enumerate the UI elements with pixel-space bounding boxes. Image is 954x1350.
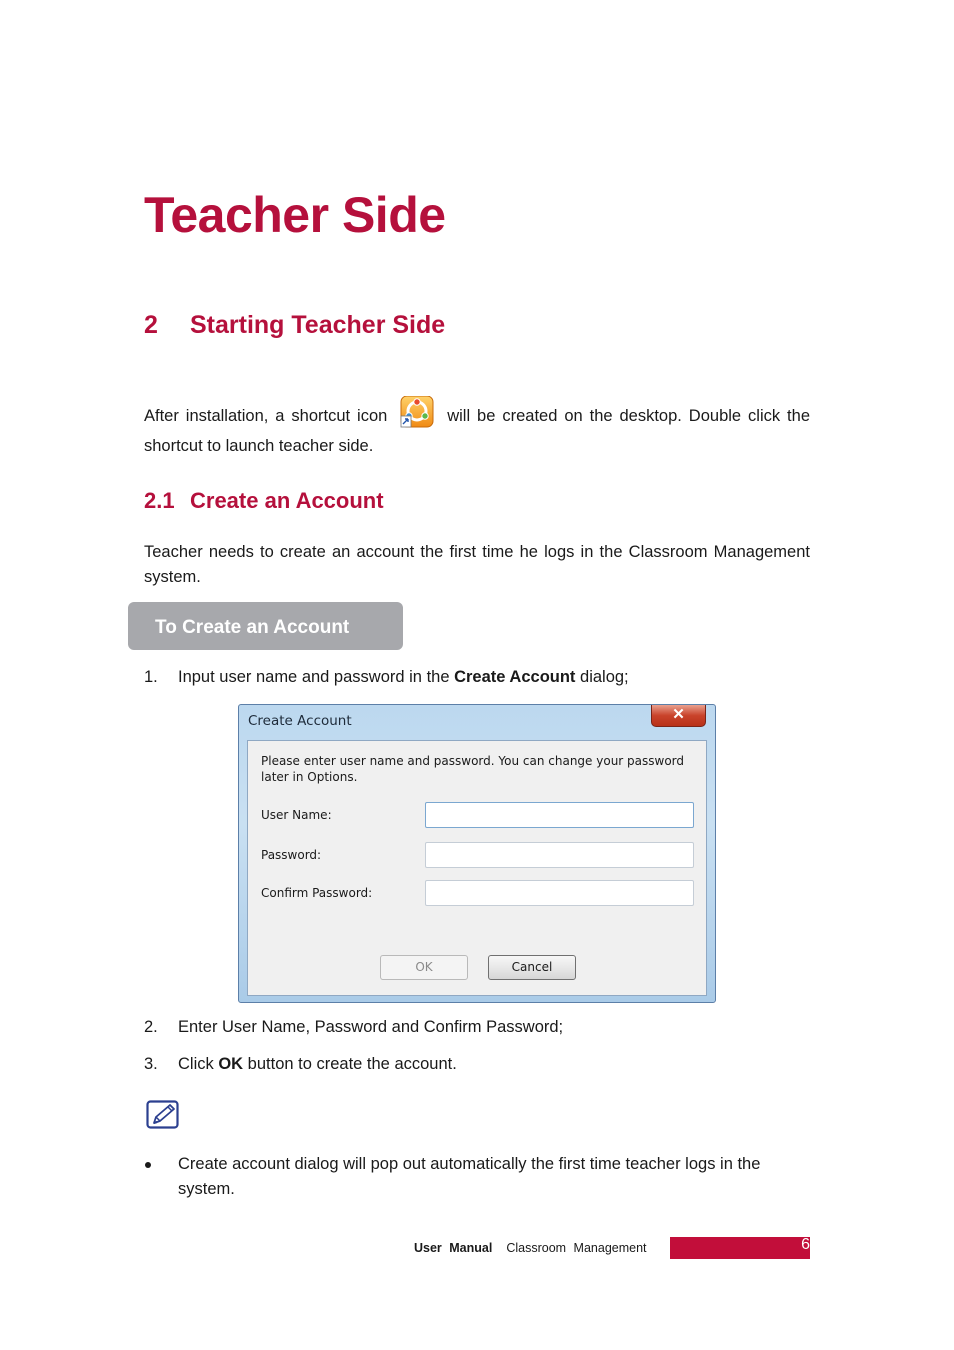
step-text: Input user name and password in the	[178, 668, 455, 686]
password-input[interactable]	[425, 842, 694, 868]
password-label: Password:	[261, 848, 322, 862]
step-number: 1.	[144, 668, 158, 686]
cancel-button[interactable]: Cancel	[488, 955, 576, 980]
procedure-banner: To Create an Account	[128, 602, 403, 650]
step-text: Enter User Name, Password and Confirm Password;	[178, 1018, 564, 1036]
section-number: 2	[144, 311, 158, 339]
step-number: 2.	[144, 1018, 158, 1036]
step-text-end: dialog;	[575, 668, 629, 686]
chapter-title: Teacher Side	[144, 187, 446, 243]
step-bold-text: OK	[218, 1055, 244, 1073]
intro-text-after: will be created on the desktop. Double click the shortcut to launch teacher side.	[144, 407, 810, 455]
confirm-password-input[interactable]	[425, 880, 694, 906]
step-3	[144, 1052, 810, 1077]
subsection-paragraph: Teacher needs to create an account the first time he logs in the Classroom Management system.	[144, 543, 810, 586]
subsection-heading	[144, 488, 384, 514]
step-1	[144, 665, 810, 690]
footer-product: Classroom Management	[506, 1241, 647, 1255]
step-number: 3.	[144, 1055, 158, 1073]
footer-text	[414, 1241, 647, 1255]
subsection-title: Create an Account	[190, 488, 384, 513]
pencil-note-icon	[146, 1100, 180, 1130]
dialog-client-area	[247, 740, 707, 996]
dialog-title: Create Account	[248, 713, 352, 729]
subsection-number: 2.1	[144, 488, 175, 513]
dialog-message: Please enter user name and password. You can change your password later in Options.	[261, 754, 685, 784]
bullet-dot	[145, 1162, 151, 1168]
user-name-label: User Name:	[261, 808, 332, 822]
footer-bar	[670, 1237, 810, 1259]
page-number: 6	[801, 1236, 810, 1253]
section-title: Starting Teacher Side	[190, 311, 446, 339]
intro-text-before: After installation, a shortcut icon	[144, 407, 388, 425]
step-text: Click	[178, 1055, 219, 1073]
note-bullet	[144, 1152, 810, 1202]
create-account-dialog	[238, 704, 716, 1003]
note-bullet-text: Create account dialog will pop out automatically the first time teacher logs in the system.	[178, 1155, 761, 1198]
confirm-password-label: Confirm Password:	[261, 886, 373, 900]
step-bold-text: Create Account	[454, 668, 576, 686]
user-name-input[interactable]	[425, 802, 694, 828]
footer-manual: User Manual	[414, 1241, 493, 1255]
step-2	[144, 1015, 810, 1040]
close-icon[interactable]: ✕	[651, 705, 706, 727]
ok-button[interactable]: OK	[380, 955, 468, 980]
intro-paragraph	[144, 396, 810, 461]
section-heading	[144, 311, 445, 340]
classroom-management-shortcut-icon	[400, 396, 434, 428]
step-text-end: button to create the account.	[243, 1055, 457, 1073]
